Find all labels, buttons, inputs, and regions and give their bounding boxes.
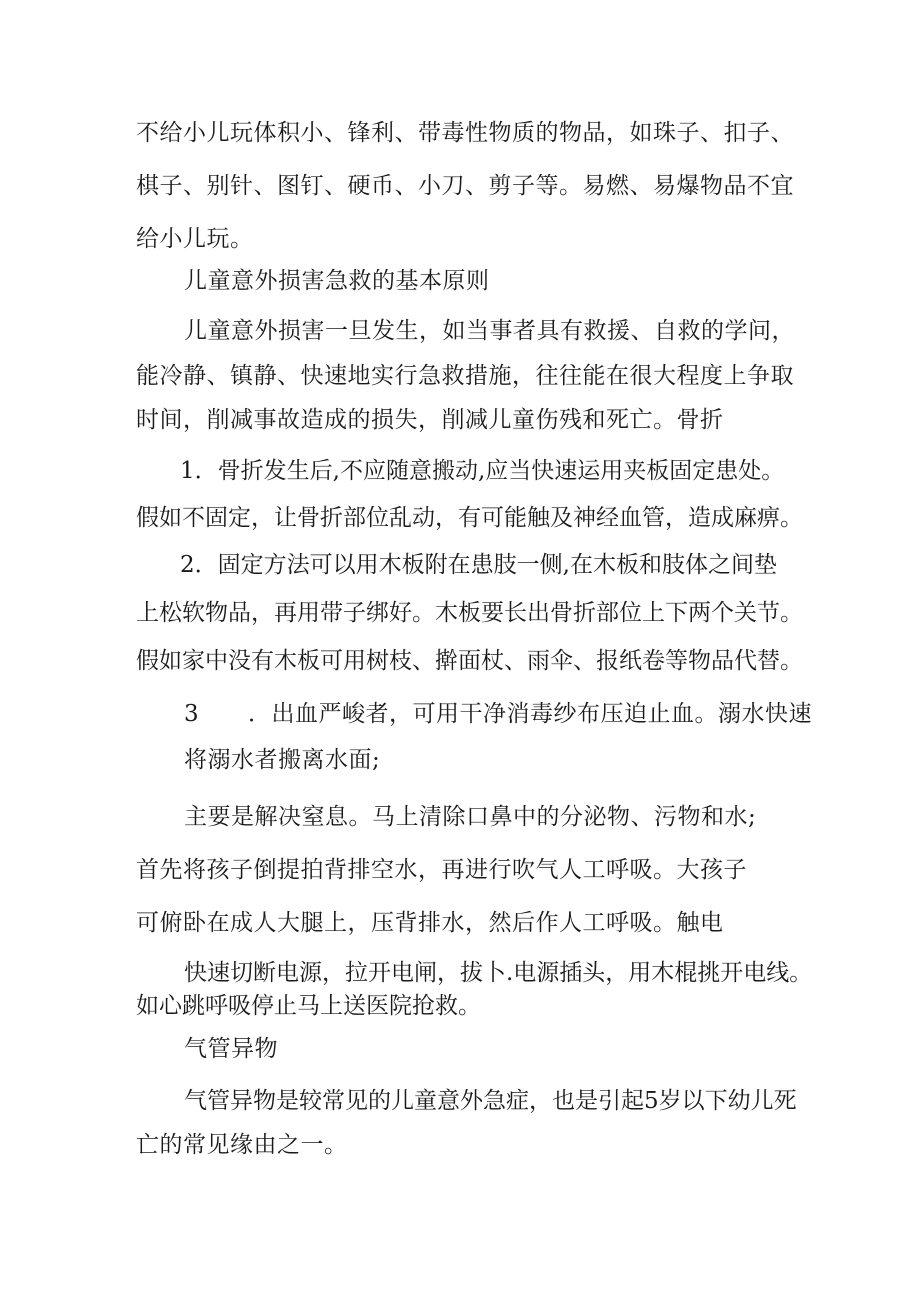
text-line: 给小儿玩。 (136, 226, 254, 252)
text-line: 不给小儿玩体积小、锋利、带毒性物质的物品，如珠子、扣子、 (136, 120, 794, 146)
text-line: 1．骨折发生后,不应随意搬动,应当快速运用夹板固定患处。 (180, 458, 785, 484)
list-text: ．出血严峻者，可用干净消毒纱布压迫止血。溺水快速 (248, 701, 812, 727)
text-line: 棋子、别针、图钉、硬币、小刀、剪子等。易燃、易爆物品不宜 (136, 173, 794, 199)
text-line: 时间，削减事故造成的损失，削减儿童伤残和死亡。骨折 (136, 407, 724, 433)
text-line: 能冷静、镇静、快速地实行急救措施，往往能在很大程度上争取 (136, 363, 794, 389)
text-line: 首先将孩子倒提拍背排空水，再进行吹气人工呼吸。大孩子 (136, 857, 747, 883)
section-heading: 气管异物 (184, 1036, 278, 1062)
list-number: 3 (184, 701, 200, 727)
text-line: 儿童意外损害一旦发生，如当事者具有救援、自救的学问， (184, 318, 795, 344)
text-line: 上松软物品，再用带子绑好。木板要长出骨折部位上下两个关节。 (136, 600, 803, 626)
text-line: 亡的常见缘由之一。 (136, 1132, 348, 1158)
text-line: 假如不固定，让骨折部位乱动，有可能触及神经血管，造成麻痹。 (136, 505, 803, 531)
text-line: 可俯卧在成人大腿上，压背排水，然后作人工呼吸。触电 (136, 910, 724, 936)
section-heading: 儿童意外损害急救的基本原则 (184, 268, 490, 294)
text-line: 如心跳呼吸停止马上送医院抢救。 (136, 993, 481, 1019)
text-line: 将溺水者搬离水面; (184, 747, 381, 773)
text-line: 假如家中没有木板可用树枝、擀面杖、雨伞、报纸卷等物品代替。 (136, 648, 803, 674)
text-line: 快速切断电源，拉开电闸，拔卜.电源插头，用木棍挑开电线。 (184, 960, 813, 986)
text-line: 气管异物是较常见的儿童意外急症，也是引起5岁以下幼儿死 (184, 1088, 797, 1114)
text-line: 2．固定方法可以用木板附在患肢一侧,在木板和肢体之间垫 (180, 552, 777, 578)
text-line (184, 699, 812, 729)
text-line: 主要是解决窒息。马上清除口鼻中的分泌物、污物和水; (184, 804, 757, 830)
